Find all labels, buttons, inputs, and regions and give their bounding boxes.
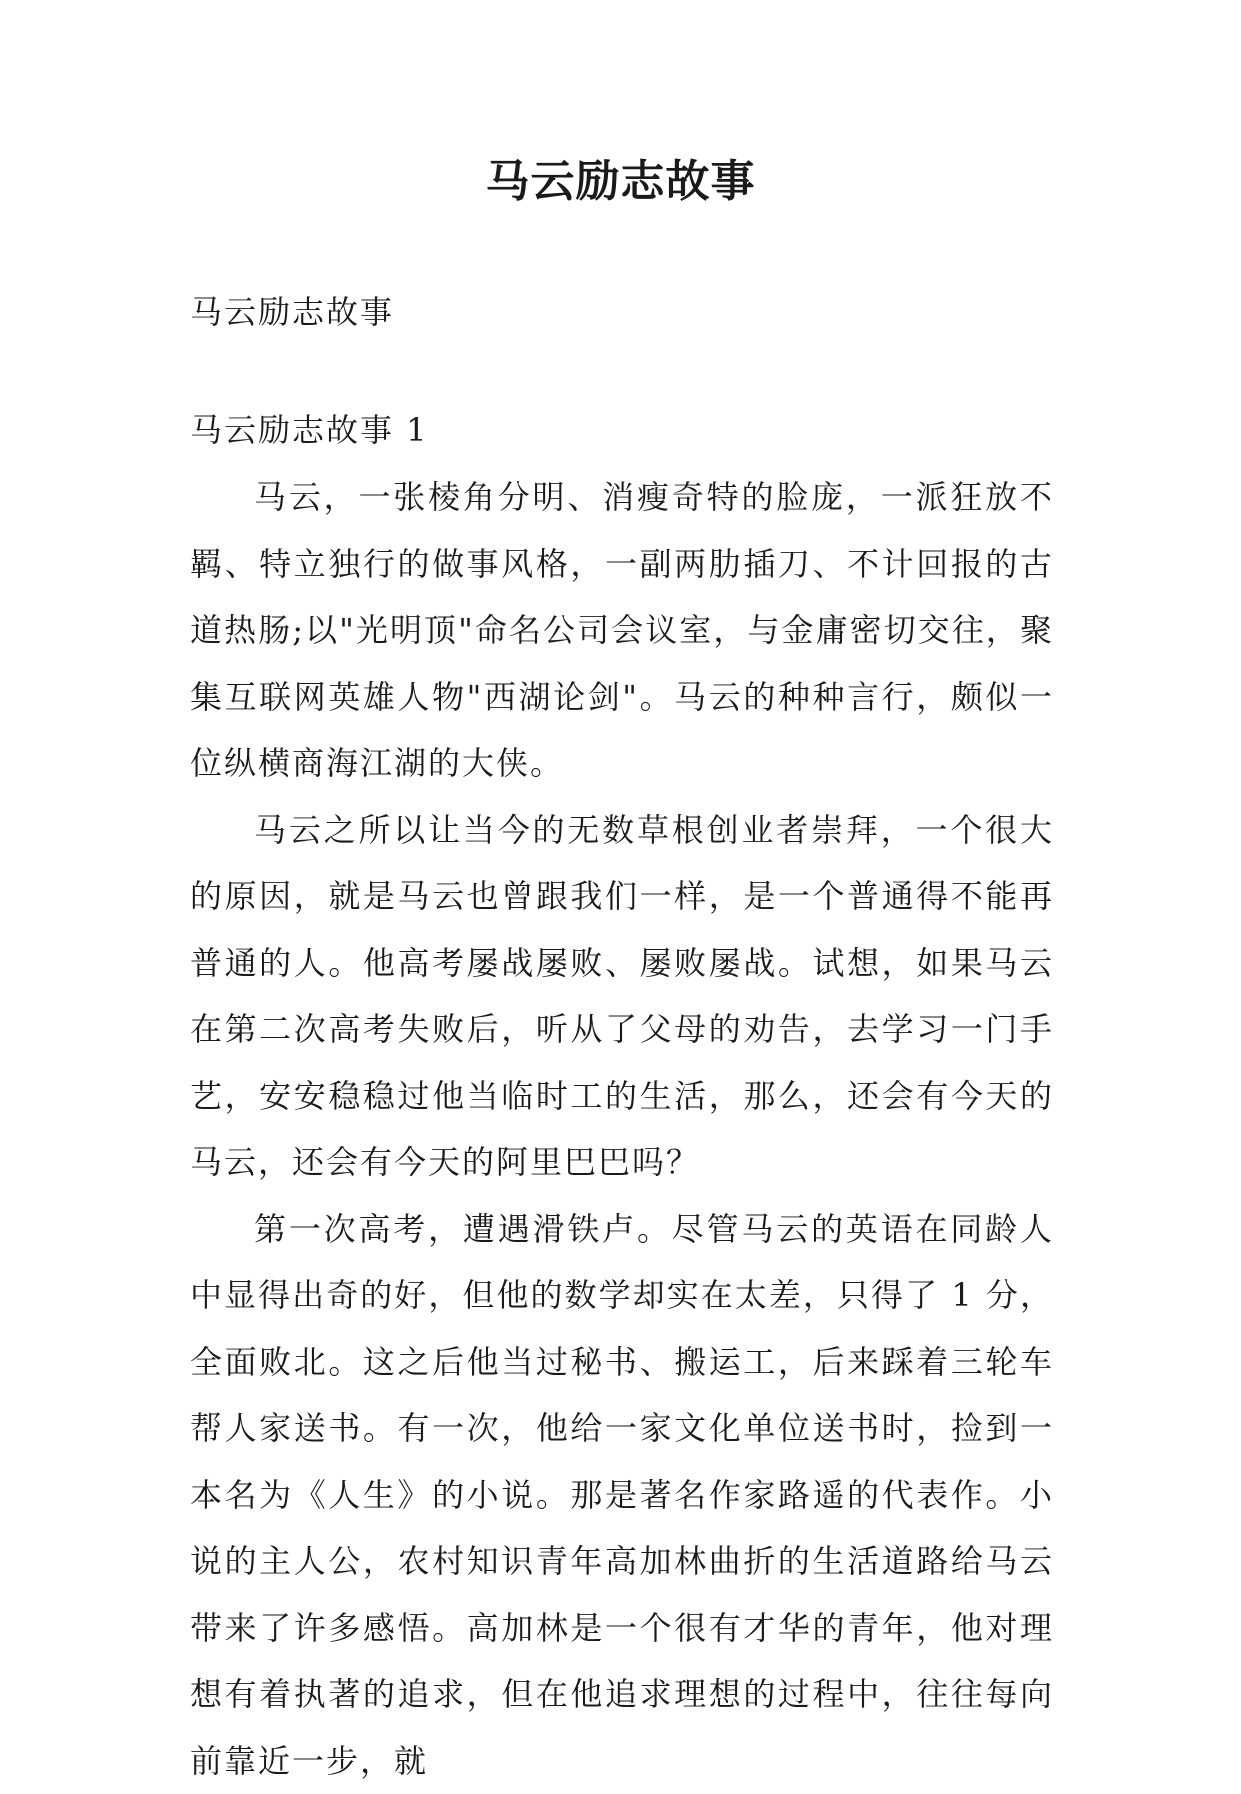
section-heading: 马云励志故事 1 bbox=[190, 410, 429, 450]
document-subtitle: 马云励志故事 bbox=[190, 292, 394, 332]
document-body bbox=[190, 464, 1054, 1794]
paragraph-3: 第一次高考，遭遇滑铁卢。尽管马云的英语在同龄人中显得出奇的好，但他的数学却实在太差，只得了 1 分，全面败北。这之后他当过秘书、搬运工，后来踩着三轮车帮人家送书。有一次，他给一家文化单位送书时，捡到一本名为《人生》的小说。那是著名作家路遥的代表作。小说的主人公，农村知识青年高加林曲折的生活道路给马云带来了许多感悟。高加林是一个很有才华的青年，他对理想有着执著的追求，但在他追求理想的过程中，往往每向前靠近一步，就 bbox=[190, 1196, 1054, 1794]
paragraph-1: 马云，一张棱角分明、消瘦奇特的脸庞，一派狂放不羁、特立独行的做事风格，一副两肋插刀、不计回报的古道热肠;以"光明顶"命名公司会议室，与金庸密切交往，聚集互联网英雄人物"西湖论剑"。马云的种种言行，颇似一位纵横商海江湖的大侠。 bbox=[190, 464, 1054, 797]
document-title: 马云励志故事 bbox=[0, 152, 1241, 212]
paragraph-2: 马云之所以让当今的无数草根创业者崇拜，一个很大的原因，就是马云也曾跟我们一样，是一个普通得不能再普通的人。他高考屡战屡败、屡败屡战。试想，如果马云在第二次高考失败后，听从了父母的劝告，去学习一门手艺，安安稳稳过他当临时工的生活，那么，还会有今天的马云，还会有今天的阿里巴巴吗？ bbox=[190, 797, 1054, 1196]
